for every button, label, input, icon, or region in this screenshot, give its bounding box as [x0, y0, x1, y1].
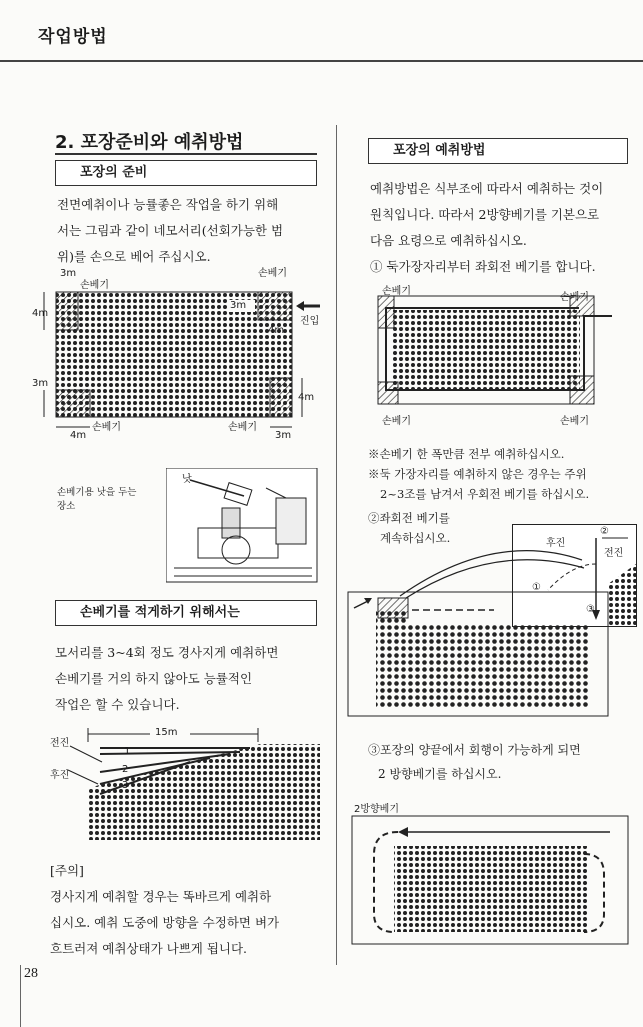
dim-4m-bottom: 4m — [70, 430, 87, 441]
note-block — [50, 858, 330, 962]
step3-line-1: ③포장의 양끝에서 회행이 가능하게 되면 — [368, 743, 581, 757]
right-notes — [368, 444, 589, 504]
prep-line-1: 전면예취이나 능률좋은 작업을 하기 위해 — [57, 197, 279, 212]
sickle-tag: 낫 — [182, 474, 192, 485]
dim-3m-inner: 3m — [230, 300, 247, 311]
section-title: 2. 포장준비와 예취방법 — [55, 132, 244, 153]
sickle-caption-2: 장소 — [57, 501, 76, 512]
hand-cut-label-tl: 손베기 — [80, 280, 109, 291]
method-line-2: 원칙입니다. 따라서 2방향베기를 기본으로 — [370, 207, 600, 222]
reduce-box-title: 손베기를 적게하기 위해서는 — [55, 600, 317, 626]
hand-cut-label-bl: 손베기 — [92, 422, 121, 433]
sickle-caption — [57, 486, 136, 514]
prep-box-title: 포장의 준비 — [55, 160, 317, 186]
inset-forward: 전진 — [604, 548, 624, 559]
length-15m: 15m — [155, 727, 178, 738]
forward-label: 전진 — [50, 738, 70, 749]
step2-line-1: ②좌회전 베기를 — [368, 511, 450, 525]
method-step-1: ① 둑가장자리부터 좌회전 베기를 합니다. — [370, 259, 596, 274]
dim-3m-top: 3m — [60, 268, 77, 279]
inset-step-2: ② — [600, 526, 609, 537]
right-note-1: ※손베기 한 폭만큼 전부 예취하십시오. — [368, 447, 565, 461]
pass-1: 1 — [124, 746, 131, 757]
reduce-line-3: 작업은 할 수 있습니다. — [55, 697, 180, 712]
reduce-line-1: 모서리를 3~4회 정도 경사지게 예취하면 — [55, 645, 279, 660]
dim-3m-bottom: 3m — [275, 430, 292, 441]
hand-cut-label-r-bl: 손베기 — [382, 416, 411, 427]
note-line-3: 흐트러져 예취상태가 나쁘게 됩니다. — [50, 941, 248, 956]
reverse-label: 후진 — [50, 770, 70, 781]
dim-3m-left: 3m — [32, 378, 49, 389]
prep-line-3: 위)를 손으로 베어 주십시오. — [57, 249, 211, 264]
right-note-2: ※둑 가장자리를 예취하지 않은 경우는 주위 — [368, 467, 587, 481]
hand-cut-label-r-tl: 손베기 — [382, 286, 411, 297]
step3-line-2: 2 방향베기를 하십시오. — [378, 767, 502, 781]
reduce-line-2: 손베기를 거의 하지 않아도 능률적인 — [55, 671, 253, 686]
reduce-text — [55, 640, 325, 718]
diagonal-cut-diagram — [40, 722, 330, 842]
note-line-1: 경사지게 예취할 경우는 똑바르게 예취하 — [50, 889, 272, 904]
note-title: [주의] — [50, 863, 84, 878]
sickle-caption-1: 손베기용 낫을 두는 — [57, 487, 137, 498]
step2-line-2: 계속하십시오. — [380, 531, 451, 545]
prep-text — [57, 192, 327, 270]
method-box-title: 포장의 예취방법 — [368, 138, 628, 164]
column-divider — [336, 125, 337, 965]
pass-2: 2 — [122, 764, 129, 775]
inset-step-1: ① — [532, 582, 541, 593]
hand-cut-label-r-tr: 손베기 — [560, 292, 589, 303]
header-title: 작업방법 — [38, 27, 108, 47]
section-rule — [55, 153, 317, 155]
inset-reverse: 후진 — [546, 538, 566, 549]
continue-cut-diagram — [344, 540, 610, 718]
prep-line-2: 서는 그림과 같이 네모서리(선회가능한 범 — [57, 223, 284, 238]
inset-step-3: ③ — [586, 604, 595, 615]
hand-cut-label-tr: 손베기 — [258, 268, 287, 279]
method-line-3: 다음 요령으로 예취하십시오. — [370, 233, 527, 248]
margin-rule — [20, 965, 21, 1027]
page-number: 28 — [24, 966, 38, 981]
note-line-2: 십시오. 예취 도중에 방향을 수정하면 벼가 — [50, 915, 280, 930]
method-text — [370, 176, 640, 280]
dim-4m-inner: 4m — [268, 325, 285, 336]
right-note-3: 2~3조를 남겨서 우회전 베기를 하십시오. — [380, 487, 590, 501]
pass-3: 3 — [122, 780, 129, 791]
two-way-diagram — [348, 814, 630, 946]
dim-4m-right: 4m — [298, 392, 315, 403]
hand-cut-label-br: 손베기 — [228, 422, 257, 433]
dim-4m-left: 4m — [32, 308, 49, 319]
step3 — [368, 738, 581, 786]
two-way-label: 2방향베기 — [354, 804, 400, 815]
sickle-illustration — [166, 468, 318, 583]
method-line-1: 예취방법은 식부조에 따라서 예취하는 것이 — [370, 181, 604, 196]
perimeter-cut-diagram — [374, 290, 624, 410]
entry-label: 진입 — [300, 316, 320, 327]
field-prep-diagram — [30, 262, 330, 447]
header-rule — [0, 60, 643, 62]
hand-cut-label-r-br: 손베기 — [560, 416, 589, 427]
